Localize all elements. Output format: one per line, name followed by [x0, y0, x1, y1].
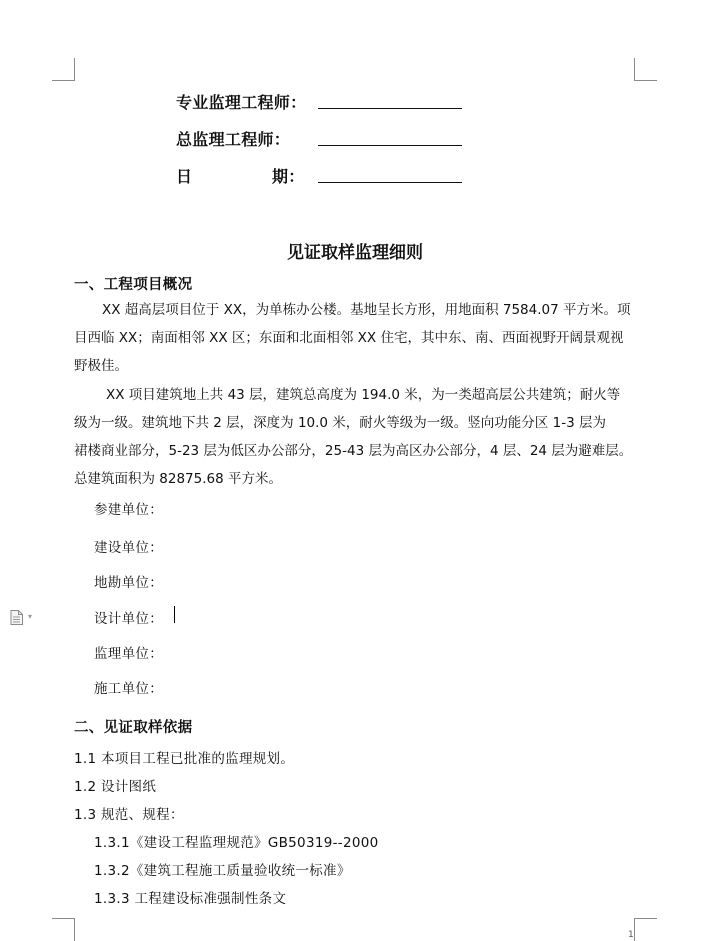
- unit-construction-owner: 建设单位：: [94, 540, 163, 556]
- section1-paragraph-2: [74, 381, 640, 493]
- unit-survey: 地勘单位：: [94, 575, 163, 591]
- section1-heading: 一、工程项目概况: [74, 277, 193, 293]
- date-label-right: 期：: [272, 167, 305, 186]
- crop-mark-bottom-right: [634, 918, 657, 941]
- basis-subitem-1-3-3: 1.3.3 工程建设标准强制性条文: [94, 891, 287, 907]
- text-cursor[interactable]: [174, 606, 175, 623]
- signature-label-chief: 总监理工程师：: [176, 130, 291, 149]
- section1-paragraph-1: [74, 296, 640, 380]
- paragraph-line: 目西临 XX；南面相邻 XX 区；东面和北面相邻 XX 住宅，其中东、南、西面视野开阔景观视: [74, 330, 624, 346]
- unit-design: 设计单位：: [94, 611, 163, 627]
- paragraph-line: XX 超高层项目位于 XX，为单栋办公楼。基地呈长方形，用地面积 7584.07 平方米。项: [102, 302, 631, 318]
- basis-subitem-1-3-1: 1.3.1《建设工程监理规范》GB50319--2000: [94, 835, 379, 851]
- paragraph-line: 总建筑面积为 82875.68 平方米。: [74, 471, 282, 487]
- unit-supervision: 监理单位：: [94, 646, 163, 662]
- crop-mark-top-left: [52, 58, 75, 81]
- crop-mark-bottom-left: [52, 918, 75, 941]
- unit-contractor: 施工单位：: [94, 681, 163, 697]
- document-title: 见证取样监理细则: [287, 243, 423, 263]
- page-number: 1: [628, 930, 634, 940]
- paragraph-line: 野极佳。: [74, 358, 128, 374]
- signature-label-specialist: 专业监理工程师：: [176, 93, 307, 112]
- paragraph-line: XX 项目建筑地上共 43 层，建筑总高度为 194.0 米，为一类超高层公共建筑；耐火等: [106, 387, 621, 403]
- signature-line-specialist[interactable]: [318, 108, 462, 109]
- unit-participating: 参建单位：: [94, 502, 163, 518]
- paragraph-line: 裙楼商业部分，5-23 层为低区办公部分，25-43 层为高区办公部分，4 层、24 层为避难层。: [74, 443, 633, 459]
- date-label-left: 日: [176, 167, 193, 186]
- document-icon[interactable]: [10, 610, 23, 625]
- paragraph-line: 级为一级。建筑地下共 2 层，深度为 10.0 米，耐火等级为一级。竖向功能分区 1-3 层为: [74, 415, 606, 431]
- signature-line-chief[interactable]: [318, 145, 462, 146]
- section2-heading: 二、见证取样依据: [74, 720, 193, 736]
- date-line[interactable]: [318, 182, 462, 183]
- basis-item-1-3: 1.3 规范、规程：: [74, 807, 184, 823]
- chevron-down-icon[interactable]: ▾: [28, 612, 33, 621]
- crop-mark-top-right: [634, 58, 657, 81]
- basis-item-1-1: 1.1 本项目工程已批准的监理规划。: [74, 751, 295, 767]
- basis-item-1-2: 1.2 设计图纸: [74, 779, 157, 795]
- basis-subitem-1-3-2: 1.3.2《建筑工程施工质量验收统一标准》: [94, 863, 351, 879]
